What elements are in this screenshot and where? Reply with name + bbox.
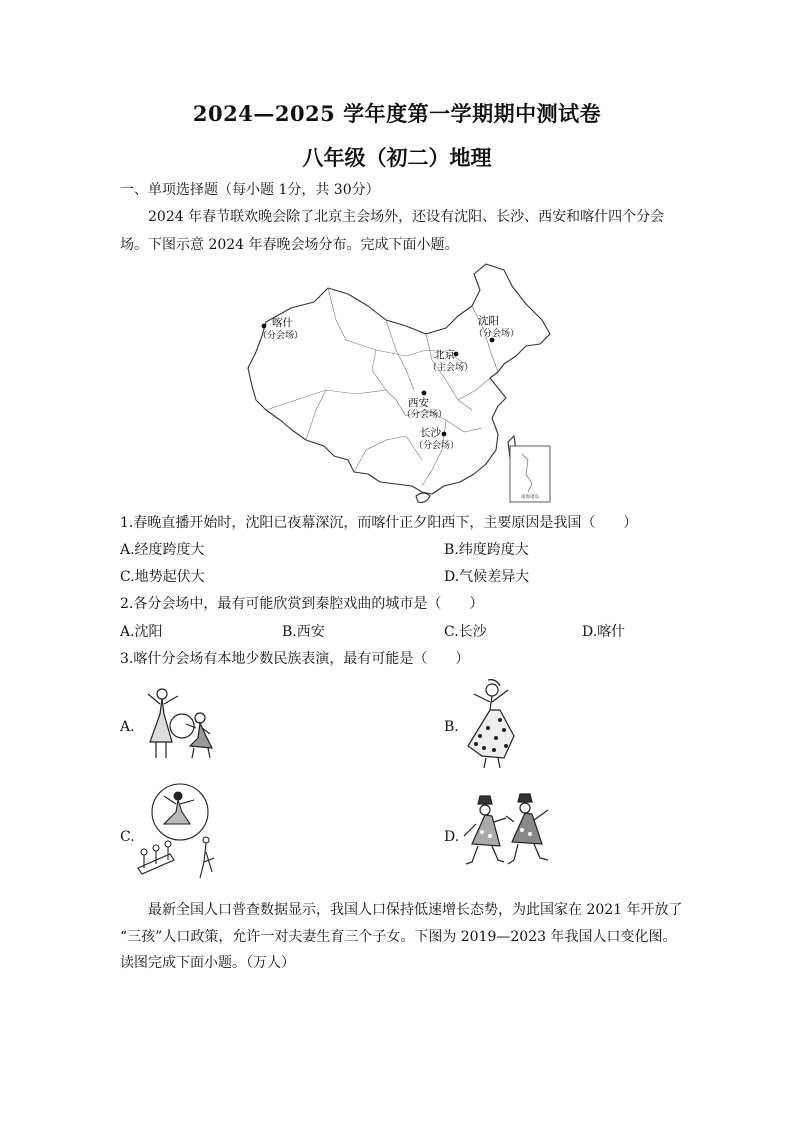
question-1-option-b[interactable]: B.纬度跨度大 — [444, 542, 529, 558]
city-beijing: 北京 — [434, 349, 455, 361]
city-shenyang-sub: （分会场） — [474, 329, 520, 339]
dancers-d-image[interactable] — [462, 792, 552, 872]
question-3-option-a[interactable]: A. — [120, 719, 135, 735]
city-xian: 西安 — [408, 397, 429, 409]
changsha-dot — [442, 432, 447, 437]
kashgar-dot — [262, 324, 267, 329]
city-beijing-sub: （主会场） — [428, 363, 474, 373]
inset-label: 南海诸岛 — [521, 495, 539, 500]
city-kashgar-sub: （分会场） — [258, 331, 304, 341]
question-2-option-a[interactable]: A.沈阳 — [120, 624, 163, 640]
exam-title: 2024—2025 学年度第一学期期中测试卷 — [192, 101, 602, 126]
city-shenyang: 沈阳 — [478, 315, 499, 327]
question-3-option-d[interactable]: D. — [444, 829, 460, 845]
question-2-option-b[interactable]: B.西安 — [282, 624, 325, 640]
dancers-a-image[interactable] — [136, 684, 222, 764]
question-1-option-c[interactable]: C.地势起伏大 — [120, 569, 205, 585]
passage2-line1: 最新全国人口普查数据显示，我国人口保持低速增长态势，为此国家在 2021 年开放了 — [148, 902, 683, 918]
question-1-option-a[interactable]: A.经度跨度大 — [120, 542, 205, 558]
question-2-stem: 2.各分会场中，最有可能欣赏到秦腔戏曲的城市是（ ） — [120, 596, 484, 612]
section-heading: 一、单项选择题（每小题 1分，共 30分） — [120, 182, 380, 198]
question-1-option-d[interactable]: D.气候差异大 — [444, 569, 530, 585]
city-xian-sub: （分会场） — [402, 410, 448, 420]
question-3-option-c[interactable]: C. — [120, 829, 135, 845]
question-3-option-b[interactable]: B. — [444, 719, 459, 735]
passage2-line2: “三孩”人口政策，允许一对夫妻生育三个子女。下图为 2019—2023 年我国人口变化图。 — [120, 929, 677, 945]
city-kashgar: 喀什 — [272, 317, 293, 329]
passage1-line2: 场。下图示意 2024 年春晚会场分布。完成下面小题。 — [120, 237, 459, 253]
city-changsha: 长沙 — [420, 427, 441, 439]
exam-subtitle: 八年级（初二）地理 — [302, 145, 492, 170]
question-1-stem: 1.春晚直播开始时，沈阳已夜幕深沉，而喀什正夕阳西下，主要原因是我国（ ） — [120, 515, 638, 531]
question-2-option-c[interactable]: C.长沙 — [444, 624, 487, 640]
dancer-b-image[interactable] — [460, 676, 524, 770]
xian-dot — [422, 391, 427, 396]
city-changsha-sub: （分会场） — [414, 441, 460, 451]
dancers-c-image[interactable] — [134, 782, 224, 886]
question-2-option-d[interactable]: D.喀什 — [582, 624, 626, 640]
passage1-line1: 2024 年春节联欢晚会除了北京主会场外，还设有沈阳、长沙、西安和喀什四个分会 — [148, 209, 665, 225]
passage2-line3: 读图完成下面小题。（万人） — [120, 955, 295, 971]
china-venue-map — [236, 260, 556, 510]
question-3-stem: 3.喀什分会场有本地少数民族表演，最有可能是（ ） — [120, 651, 470, 667]
